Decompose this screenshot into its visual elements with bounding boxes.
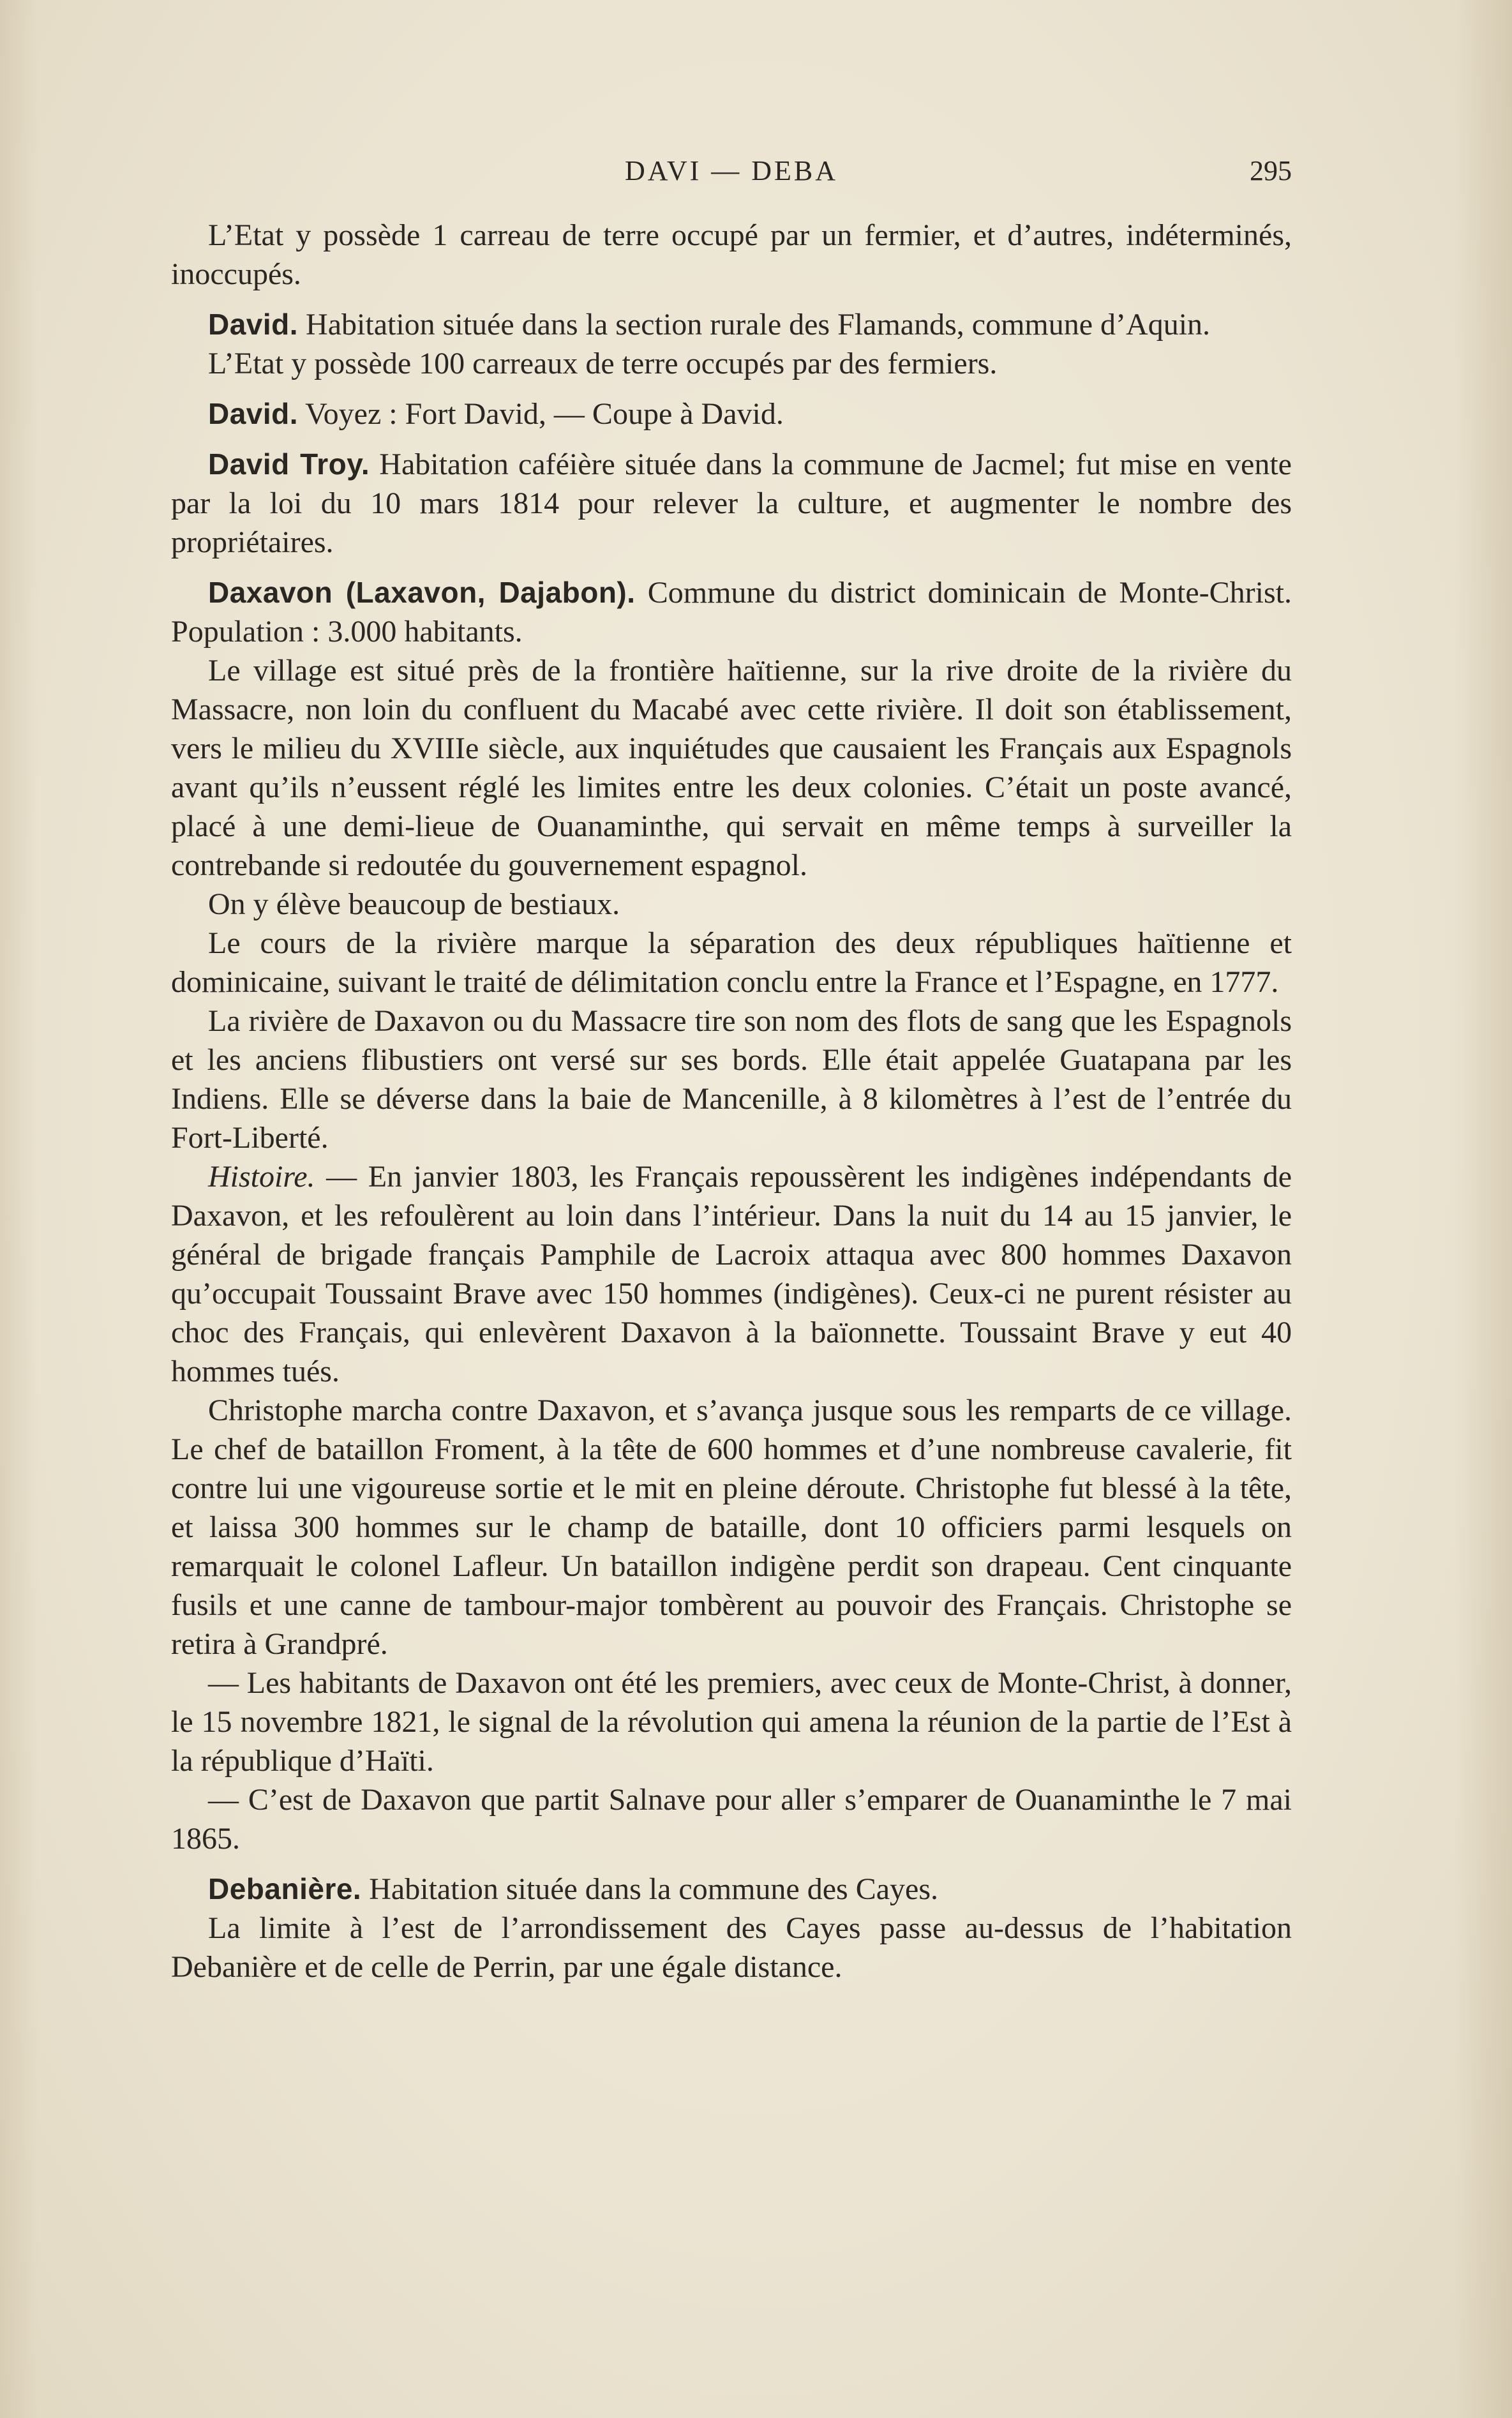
paragraph-text: — En janvier 1803, les Français repoussèrent les indigènes indépendants de Daxavon, et les refoulèrent au loin dans l’intérieur. Dans la nuit du 14 au 15 janvier, le général de brigade français Pamphile de Lacroix attaqua avec 800 hommes Daxavon qu’occupait Toussaint Brave avec 150 hommes (indigènes). Ceux-ci ne purent résister au choc des Français, qui enlevèrent Daxavon à la baïonnette. Toussaint Brave y eut 40 hommes tués. [171,1160,1292,1388]
page-body [171,216,1292,1986]
paragraph [171,1002,1292,1157]
paragraph [171,216,1292,294]
page-edge-shadow-left [0,0,38,2418]
page-header [171,154,1292,193]
headword: Debanière. [208,1872,362,1905]
paragraph [171,1780,1292,1858]
paragraph-text: On y élève beaucoup de bestiaux. [208,887,620,921]
paragraph-text: Voyez : Fort David, — Coupe à David. [298,397,784,431]
headword: David. [208,308,299,341]
page-edge-shadow-right [1455,0,1512,2418]
paragraph-text: Habitation située dans la commune des Cayes. [361,1872,938,1906]
paragraph-text: Le village est situé près de la frontière haïtienne, sur la rive droite de la rivière du Massacre, non loin du confluent du Macabé avec cette rivière. Il doit son établissement, vers le milieu du XVIIIe siècle, aux inquiétudes que causaient les Français aux Espagnols avant qu’ils n’eussent réglé les limites entre les deux colonies. C’était un poste avancé, placé à une demi-lieue de Ouanaminthe, qui servait en même temps à surveiller la contrebande si redoutée du gouvernement espagnol. [171,654,1292,882]
history-label: Histoire. [208,1160,315,1194]
paragraph-text: Christophe marcha contre Daxavon, et s’avança jusque sous les remparts de ce village. Le chef de bataillon Froment, à la tête de 600 hommes et d’une nombreuse cavalerie, fit contre lui une vigoureuse sortie et le mit en pleine déroute. Christophe fut blessé à la tête, et laissa 300 hommes sur le champ de bataille, dont 10 officiers parmi lesquels on remarquait le colonel Lafleur. Un bataillon indigène perdit son drapeau. Cent cinquante fusils et une canne de tambour-major tombèrent au pouvoir des Français. Christophe se retira à Grandpré. [171,1393,1292,1661]
paragraph [171,344,1292,383]
headword: David Troy. [208,447,370,481]
headword: Daxavon (Laxavon, Dajabon). [208,576,636,609]
dictionary-entry-daxavon [171,573,1292,651]
headword: David. [208,397,299,430]
paragraph-text: Le cours de la rivière marque la séparation des deux républiques haïtienne et dominicaine, suivant le traité de délimitation conclu entre la France et l’Espagne, en 1777. [171,926,1292,999]
dictionary-entry-david-crossref [171,394,1292,433]
running-title: DAVI — DEBA [624,155,839,186]
dictionary-entry-debaniere [171,1870,1292,1909]
paragraph [171,1391,1292,1663]
paragraph [171,885,1292,924]
page-number: 295 [1250,155,1292,186]
paragraph-text: Commune du district dominicain de Monte-Christ. Population : 3.000 habitants. [171,576,1292,649]
dictionary-entry-david-troy [171,445,1292,562]
paragraph [171,1909,1292,1986]
paragraph-text: — Les habitants de Daxavon ont été les premiers, avec ceux de Monte-Christ, à donner, le 15 novembre 1821, le signal de la révolution qui amena la réunion de la partie de l’Est à la république d’Haïti. [171,1666,1292,1778]
paragraph-text: La limite à l’est de l’arrondissement des Cayes passe au-dessus de l’habitation Debanière et de celle de Perrin, par une égale distance. [171,1911,1292,1984]
paragraph [171,1663,1292,1780]
dictionary-entry-david-habitation [171,305,1292,344]
paragraph-text: Habitation caféière située dans la commune de Jacmel; fut mise en vente par la loi du 10 mars 1814 pour relever la culture, et augmenter le nombre des propriétaires. [171,447,1292,559]
paragraph-text: Habitation située dans la section rurale des Flamands, commune d’Aquin. [298,308,1211,342]
paragraph-history [171,1157,1292,1391]
paragraph-text: — C’est de Daxavon que partit Salnave pour aller s’emparer de Ouanaminthe le 7 mai 1865. [171,1783,1292,1856]
paragraph-text: L’Etat y possède 100 carreaux de terre occupés par des fermiers. [208,347,998,380]
paragraph [171,651,1292,885]
paragraph-text: L’Etat y possède 1 carreau de terre occupé par un fermier, et d’autres, indéterminés, inoccupés. [171,218,1292,291]
paragraph-text: La rivière de Daxavon ou du Massacre tire son nom des flots de sang que les Espagnols et les anciens flibustiers ont versé sur ses bords. Elle était appelée Guatapana par les Indiens. Elle se déverse dans la baie de Mancenille, à 8 kilomètres à l’est de l’entrée du Fort-Liberté. [171,1004,1292,1155]
paragraph [171,924,1292,1002]
